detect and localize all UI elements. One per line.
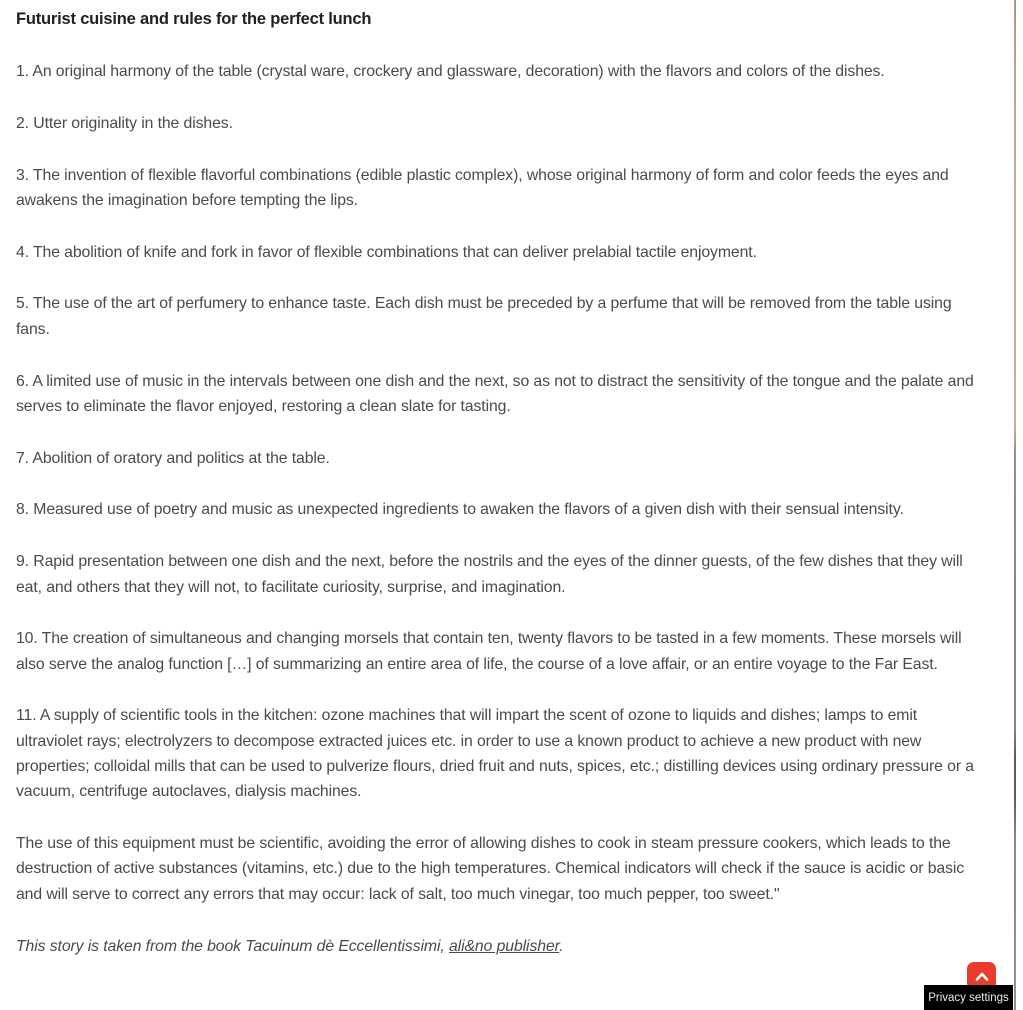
article-source-note	[16, 934, 985, 959]
publisher-link[interactable]: ali&no publisher	[448, 937, 560, 955]
article-paragraph-11: 11. A supply of scientific tools in the kitchen: ozone machines that will impart the scent of ozone to liquids and dishes; lamps to emit ultraviolet rays; electrolyzers to decompose extracted juices etc. in order to use a known product to achieve a new product with new properties; colloidal mills that can be used to pulverize flours, dried fruit and nuts, spices, etc.; distilling devices using ordinary pressure or a vacuum, centrifuge autoclaves, dialysis machines.	[16, 707, 974, 801]
page-edge-scrollbar[interactable]	[1014, 0, 1016, 1010]
article-paragraph-5: 5. The use of the art of perfumery to enhance taste. Each dish must be preceded by a perfume that will be removed from the table using fans.	[16, 295, 952, 338]
article-paragraph-3: 3. The invention of flexible flavorful combinations (edible plastic complex), whose original harmony of form and color feeds the eyes and awakens the imagination before tempting the lips.	[16, 166, 949, 209]
article-paragraph-7: 7. Abolition of oratory and politics at the table.	[16, 449, 330, 467]
privacy-settings-button[interactable]: Privacy settings	[924, 985, 1013, 1010]
source-note-text: This story is taken from the book Tacuinum dè Eccellentissimi,	[16, 937, 449, 955]
article-paragraph-9: 9. Rapid presentation between one dish and the next, before the nostrils and the eyes of the dinner guests, of the few dishes that they will eat, and others that they will not, to facilitate curiosity, surprise, and imagination.	[16, 553, 963, 596]
chevron-up-icon	[975, 972, 989, 981]
article-paragraph-4: 4. The abolition of knife and fork in favor of flexible combinations that can deliver prelabial tactile enjoyment.	[16, 243, 757, 261]
article-paragraph-1: 1. An original harmony of the table (crystal ware, crockery and glassware, decoration) with the flavors and colors of the dishes.	[16, 63, 885, 80]
article-paragraph-6: 6. A limited use of music in the intervals between one dish and the next, so as not to distract the sensitivity of the tongue and the palate and serves to eliminate the flavor enjoyed, restoring a clean slate for tasting.	[16, 372, 974, 415]
article-paragraph-10: 10. The creation of simultaneous and changing morsels that contain ten, twenty flavors to be tasted in a few moments. These morsels will also serve the analog function […] of summarizing an entire area of life, the course of a love affair, or an entire voyage to the Far East.	[16, 630, 962, 673]
article-paragraph-2: 2. Utter originality in the dishes.	[16, 114, 233, 132]
article-paragraph-8: 8. Measured use of poetry and music as unexpected ingredients to awaken the flavors of a given dish with their sensual intensity.	[16, 501, 904, 519]
article-paragraph-closing: The use of this equipment must be scientific, avoiding the error of allowing dishes to cook in steam pressure cookers, which leads to the destruction of active substances (vitamins, etc.) due to the high temperatures. Chemical indicators will check if the sauce is acidic or basic and will serve to correct any errors that may occur: lack of salt, too much vinegar, too much pepper, too sweet."	[16, 835, 965, 903]
source-note-period: .	[559, 937, 564, 955]
page-title: Futurist cuisine and rules for the perfect lunch	[16, 10, 372, 28]
